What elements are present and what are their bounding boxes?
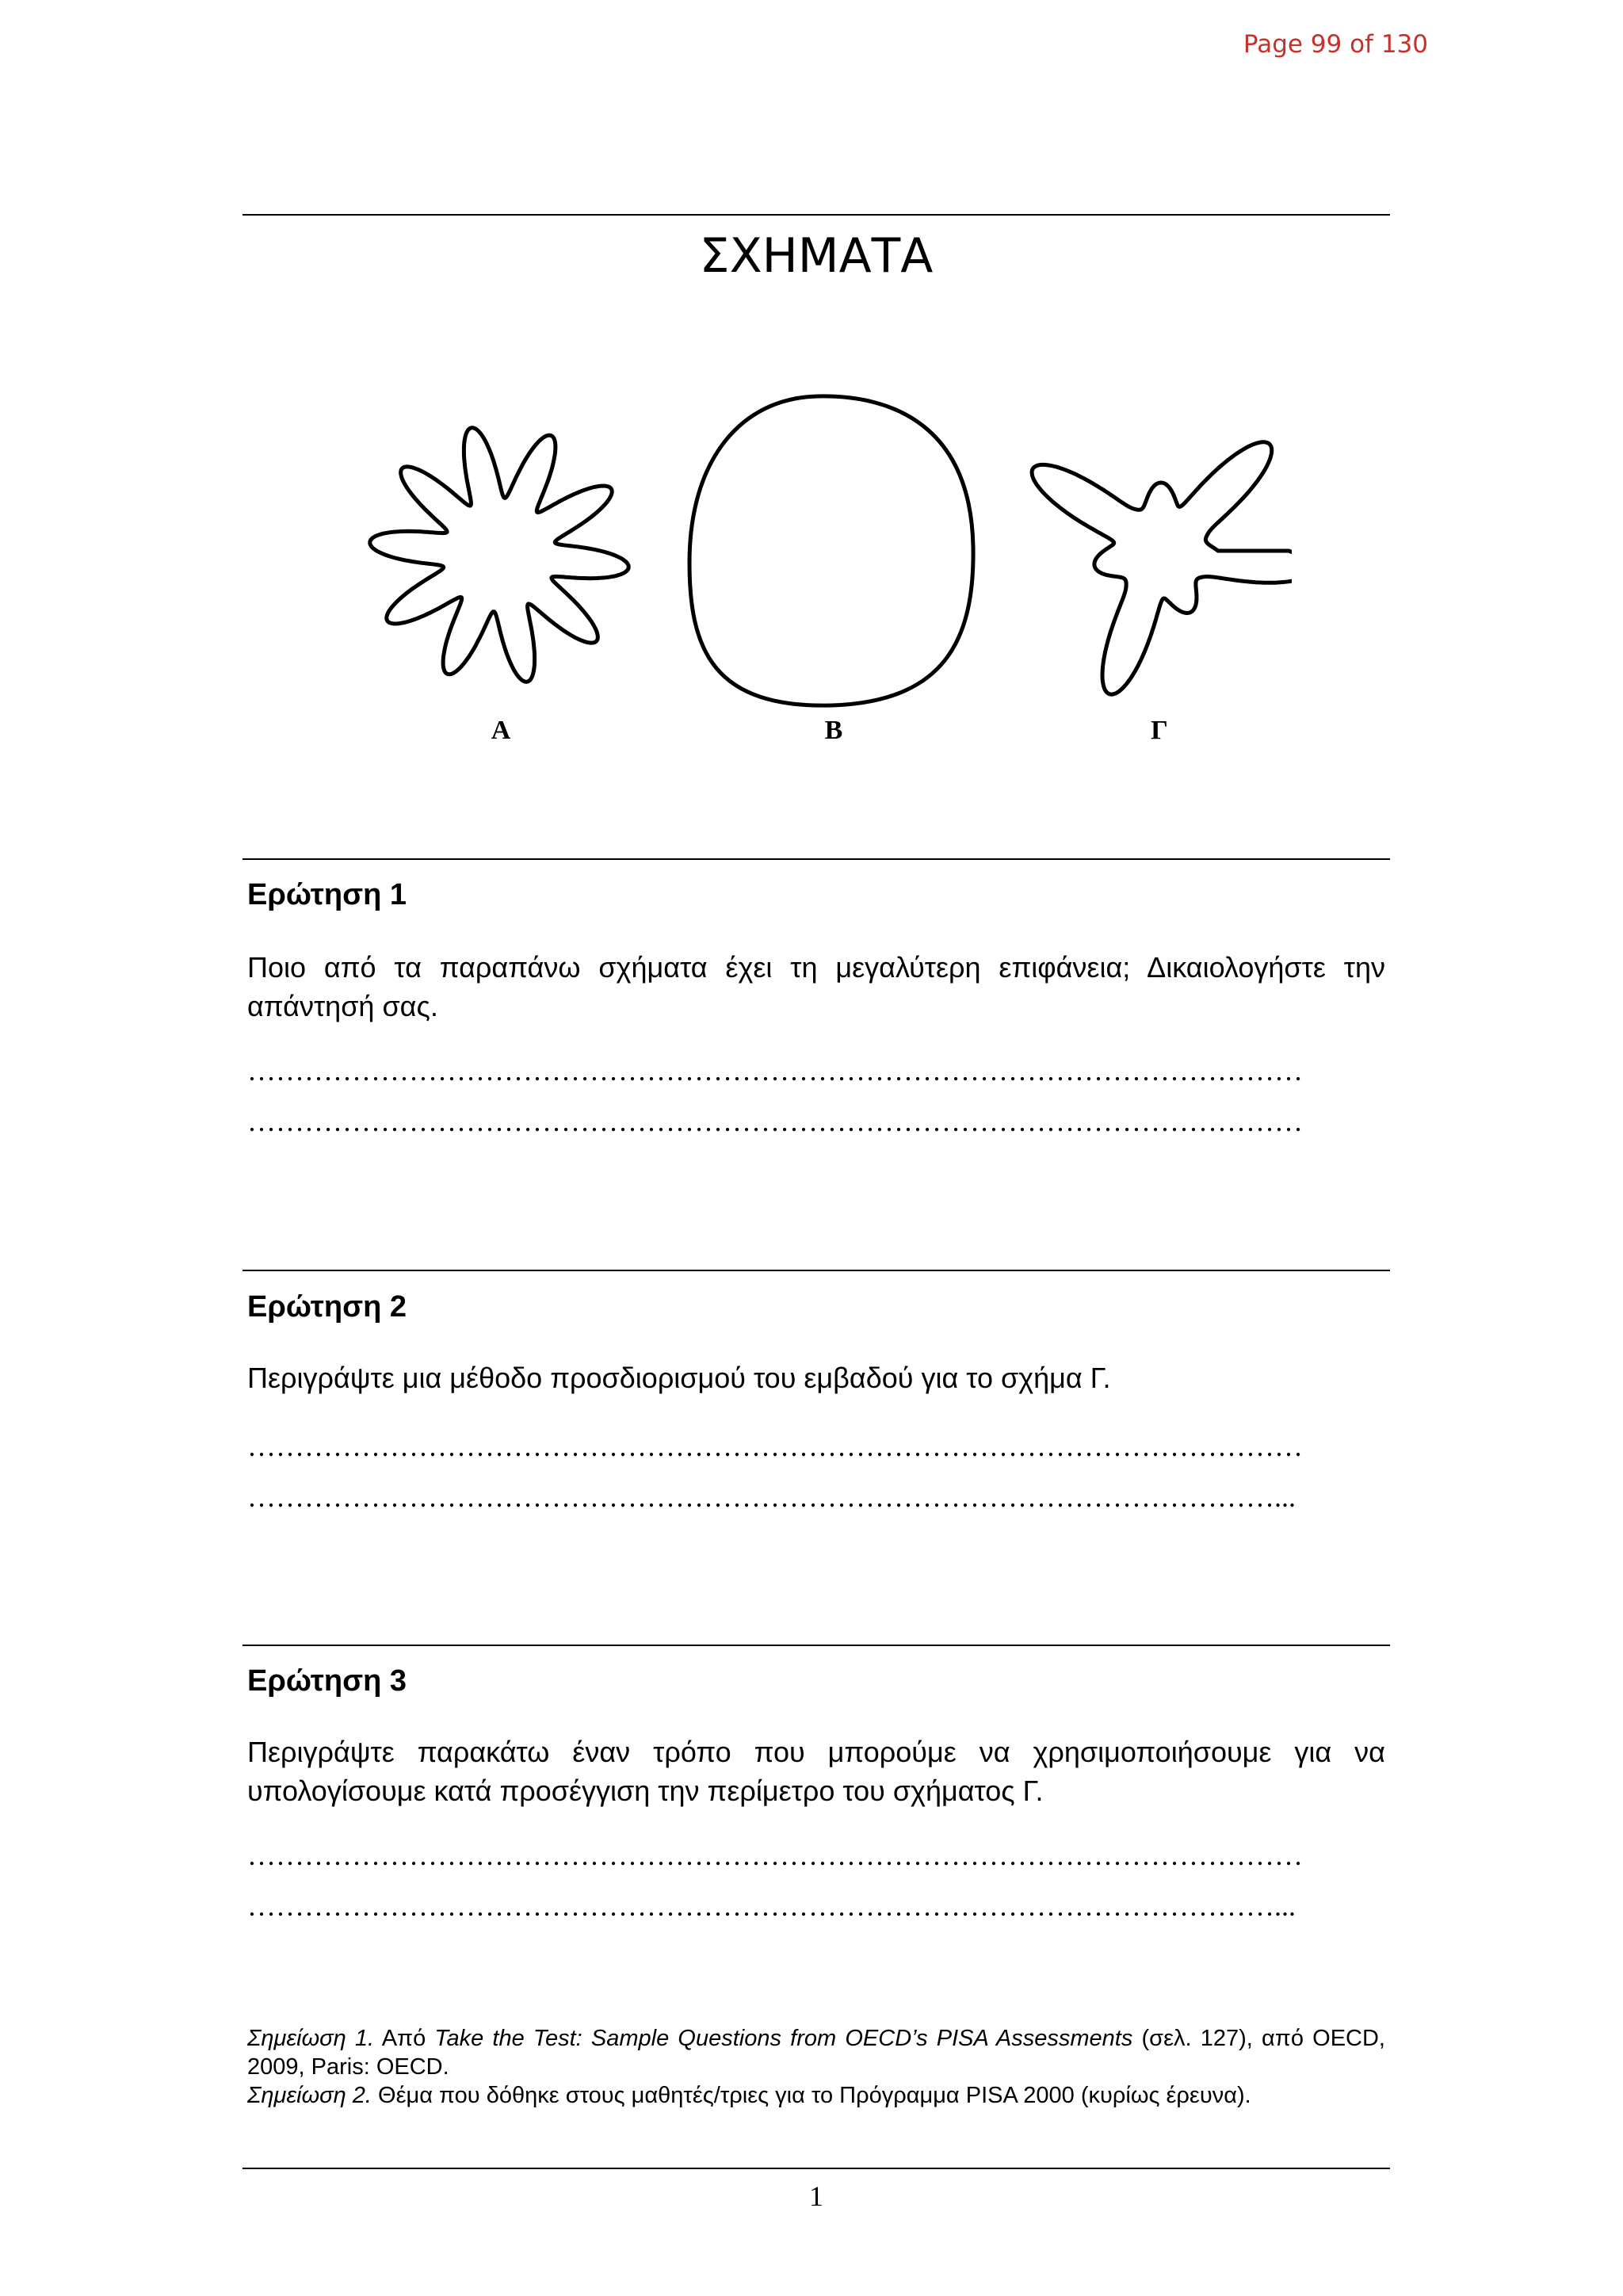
question-3-text: Περιγράψτε παρακάτω έναν τρόπο που μπορούμε να χρησιμοποιήσουμε για να υπολογίσουμε κατά προσέγγιση την περίμετρο του σχήματος Γ. [247, 1736, 1385, 1807]
note-1-source-title: Take the Test: Sample Questions from OECD’s PISA Assessments [434, 2026, 1133, 2051]
question-1-text: Ποιο από τα παραπάνω σχήματα έχει τη μεγαλύτερη επιφάνεια; Δικαιολογήστε την απάντησή σας. [247, 951, 1385, 1022]
shape-a-label: A [491, 716, 511, 745]
note-2-text: Θέμα που δόθηκε στους μαθητές/τριες για το Πρόγραμμα PISA 2000 (κυρίως έρευνα). [371, 2083, 1251, 2108]
note-1 [247, 2024, 1385, 2081]
answer-line[interactable]: ………………………………………………………………………………………………… [247, 1055, 1303, 1087]
page-title: ΣΧΗΜΑΤΑ [699, 228, 934, 284]
answer-line[interactable]: ………………………………………………………………………………………………… [247, 1431, 1303, 1462]
shape-b [689, 396, 973, 705]
question-1-heading: Ερώτηση 1 [247, 878, 407, 911]
question-3-rule [242, 1645, 1390, 1646]
top-rule [242, 214, 1390, 216]
shape-c [1032, 442, 1292, 694]
shape-b-label: B [824, 716, 843, 745]
bottom-rule [242, 2168, 1390, 2169]
shapes-figure [341, 380, 1292, 761]
answer-line[interactable]: ………………………………………………………………………………………………... [247, 1890, 1296, 1922]
question-3-heading: Ερώτηση 3 [247, 1664, 407, 1698]
page-number: 1 [809, 2180, 823, 2212]
answer-line[interactable]: ………………………………………………………………………………………………... [247, 1481, 1296, 1513]
shapes-svg [341, 380, 1292, 761]
question-2-heading: Ερώτηση 2 [247, 1290, 407, 1324]
note-1-suffix: (σελ. 127), από OECD, 2009, Paris: OECD. [247, 2026, 1385, 2080]
answer-line[interactable]: ………………………………………………………………………………………………… [247, 1106, 1303, 1137]
note-2-label: Σημείωση 2. [247, 2083, 372, 2108]
answer-line[interactable]: ………………………………………………………………………………………………… [247, 1839, 1303, 1871]
question-1-rule [242, 858, 1390, 860]
shape-c-label: Γ [1151, 716, 1168, 745]
note-1-prefix: Από [374, 2026, 435, 2051]
note-2 [247, 2081, 1385, 2110]
question-2-rule [242, 1270, 1390, 1271]
question-2-text: Περιγράψτε μια μέθοδο προσδιορισμού του εμβαδού για το σχήμα Γ. [247, 1362, 1111, 1394]
shape-a [370, 428, 628, 682]
source-notes [247, 2024, 1385, 2110]
note-1-label: Σημείωση 1. [247, 2026, 375, 2051]
page-counter: Page 99 of 130 [1243, 30, 1428, 59]
